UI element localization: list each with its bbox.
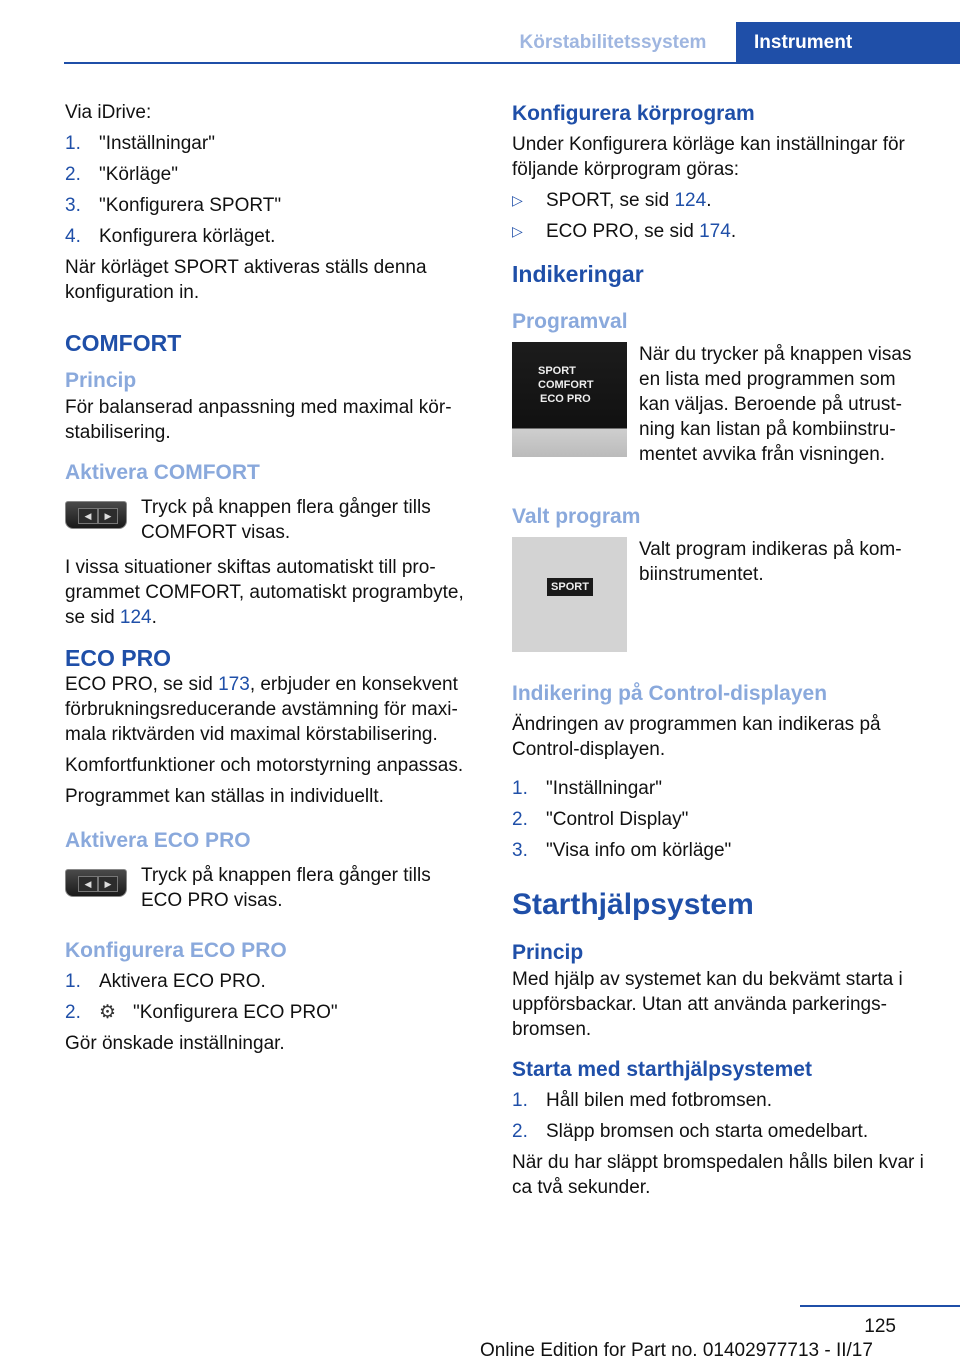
eco-text: ECO PRO, se sid 173, erbjuder en konsekvent förbrukningsreducerande avstämning för maximala riktvärden vid maximal körstabilisering. <box>65 674 458 745</box>
triangle-bullet-icon: ▷ <box>512 223 523 239</box>
footer-rule <box>800 1305 960 1307</box>
valt-text: Valt program indikeras på kombiinstrumentet. <box>639 539 902 585</box>
programval-text: När du trycker på knappen visas en lista med programmen som kan väljas. Beroende på utrustning kan listan på kombiinstrumentet avvika från visningen. <box>639 344 912 465</box>
footer-edition: Online Edition for Part no. 01402977713 - II/17 <box>480 1340 873 1361</box>
list-item: 1. "Inställningar" <box>65 133 215 154</box>
header-section-title: Körstabilitetssystem <box>519 32 707 53</box>
program-list-screen-image: SPORT COMFORT ECO PRO <box>512 342 627 457</box>
list-item: 3. "Visa info om körläge" <box>512 840 732 861</box>
bullet-list <box>512 188 927 244</box>
header-chapter-tab: Instrument <box>736 22 960 62</box>
gear-icon: ⚙ <box>99 1002 117 1023</box>
comfort-activate-row <box>65 495 470 545</box>
list-item: ▷ SPORT, se sid 124. <box>512 190 712 211</box>
list-item: 1. Aktivera ECO PRO. <box>65 971 266 992</box>
comfort-princip-text: För balanserad anpassning med maximal körstabilisering. <box>65 397 452 443</box>
valt-row <box>512 537 927 652</box>
intro-text: Via iDrive: <box>65 102 152 123</box>
comfort-activate-text: Tryck på knappen flera gånger tills COMFORT visas. <box>141 497 431 543</box>
list-item: 3. "Konfigurera SPORT" <box>65 195 282 216</box>
eco-done-text: Gör önskade inställningar. <box>65 1033 285 1054</box>
triangle-bullet-icon: ▷ <box>512 192 523 208</box>
left-column <box>65 100 470 1056</box>
page-number: 125 <box>864 1316 896 1337</box>
list-item: ▷ ECO PRO, se sid 174. <box>512 221 737 242</box>
programval-heading: Programval <box>512 310 628 333</box>
page-link[interactable]: 124 <box>674 190 707 211</box>
start-princip-heading: Princip <box>512 941 584 964</box>
eco-text-2: Komfortfunktioner och motorstyrning anpassas. <box>65 755 464 776</box>
steps-list-3 <box>512 776 927 863</box>
header-rule <box>64 62 960 64</box>
config-heading: Konfigurera körprogram <box>512 102 755 125</box>
start-heading: Starthjälpsystem <box>512 888 754 921</box>
list-item: 2. "Körläge" <box>65 164 178 185</box>
steps-list-4 <box>512 1088 927 1144</box>
config-text: Under Konfigurera körläge kan inställningar för följande körprogram göras: <box>512 134 905 180</box>
steps-list-1 <box>65 131 470 249</box>
list-item: 1. Håll bilen med fotbromsen. <box>512 1090 772 1111</box>
start-end-text: När du har släppt bromspedalen hålls bilen kvar i ca två sekunder. <box>512 1152 924 1198</box>
cd-heading: Indikering på Control-displayen <box>512 682 828 705</box>
eco-text-3: Programmet kan ställas in individuellt. <box>65 786 384 807</box>
list-item: 4. Konfigurera körläget. <box>65 226 276 247</box>
list-item: 2. ⚙ "Konfigurera ECO PRO" <box>65 1002 338 1023</box>
eco-activate-heading: Aktivera ECO PRO <box>65 829 251 852</box>
list-item: 2. "Control Display" <box>512 809 689 830</box>
driving-mode-switch-image: ◀ ▶ <box>65 501 127 529</box>
eco-activate-text: Tryck på knappen flera gånger tills ECO PRO visas. <box>141 865 431 911</box>
eco-heading: ECO PRO <box>65 645 172 671</box>
list-item: 2. Släpp bromsen och starta omedelbart. <box>512 1121 869 1142</box>
steps-list-2 <box>65 969 470 1025</box>
page-link[interactable]: 173 <box>218 674 250 695</box>
valt-heading: Valt program <box>512 505 641 528</box>
right-column <box>512 100 927 1200</box>
comfort-auto-text: I vissa situationer skiftas automatiskt till programmet COMFORT, automatiskt programbyte, se sid 124. <box>65 557 464 628</box>
cd-text: Ändringen av programmen kan indikeras på Control-displayen. <box>512 714 881 760</box>
sport-note: När körläget SPORT aktiveras ställs denna konfiguration in. <box>65 257 427 303</box>
list-item: 1. "Inställningar" <box>512 778 662 799</box>
eco-activate-row <box>65 863 470 913</box>
page-link[interactable]: 174 <box>699 221 731 242</box>
start-with-heading: Starta med starthjälpsystemet <box>512 1058 812 1081</box>
programval-row <box>512 342 927 467</box>
indik-heading: Indikeringar <box>512 261 644 287</box>
page-link[interactable]: 124 <box>119 607 152 628</box>
comfort-heading: COMFORT <box>65 330 182 356</box>
selected-program-screen-image: SPORT <box>512 537 627 652</box>
driving-mode-switch-image: ◀ ▶ <box>65 869 127 897</box>
comfort-princip-heading: Princip <box>65 369 137 392</box>
eco-config-heading: Konfigurera ECO PRO <box>65 939 287 962</box>
start-princip-text: Med hjälp av systemet kan du bekvämt starta i uppförsbackar. Utan att använda parkeringsbromsen. <box>512 969 903 1040</box>
comfort-activate-heading: Aktivera COMFORT <box>65 461 260 484</box>
